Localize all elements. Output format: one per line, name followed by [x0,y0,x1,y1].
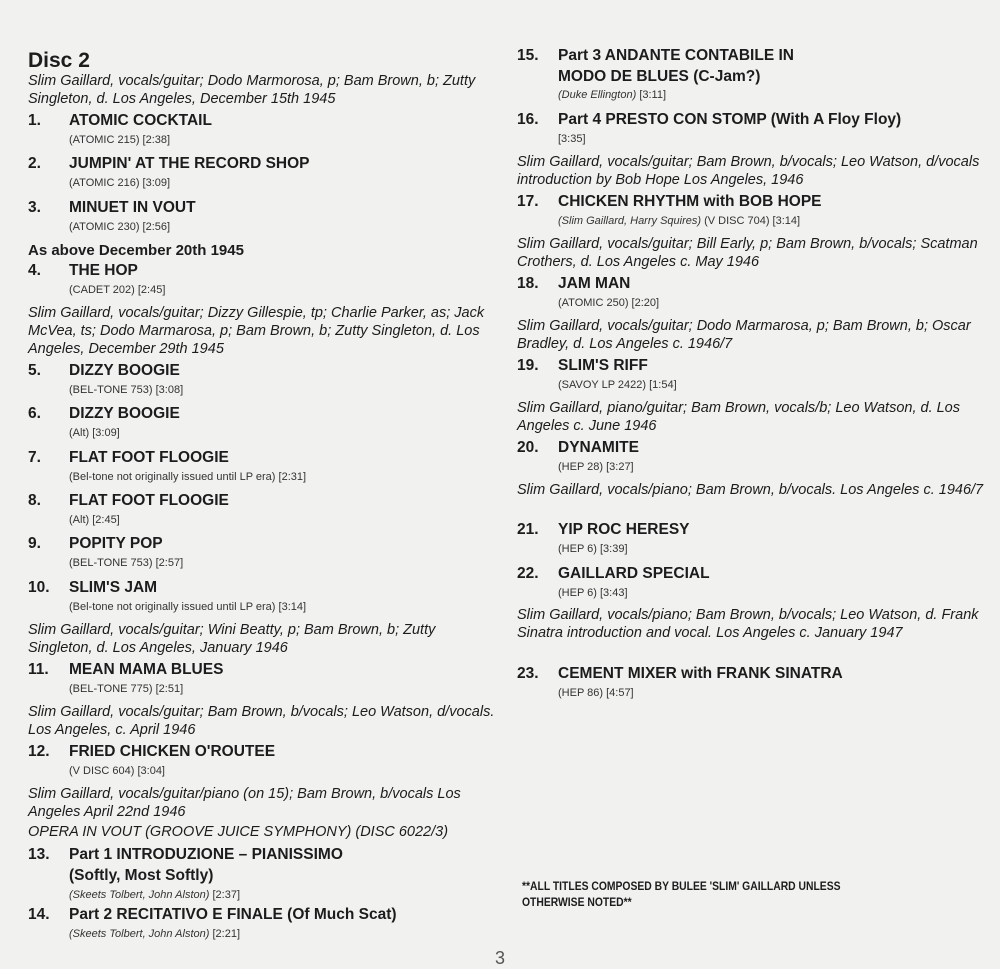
track-info: (CADET 202) [2:45] [69,284,166,296]
track-title: THE HOP [69,262,138,279]
track-info: (BEL-TONE 753) [2:57] [69,557,184,569]
track-number: 18. [517,275,539,292]
track-title: DIZZY BOOGIE [69,362,180,379]
track-title: GAILLARD SPECIAL [558,565,710,582]
track-duration: [2:37] [209,889,240,901]
session-info: Slim Gaillard, vocals/guitar; Bam Brown, b/vocals; Leo Watson, d/vocals introduction by Bob Hope Los Angeles, 1946 [517,154,980,188]
track-title: CHICKEN RHYTHM with BOB HOPE [558,193,822,210]
track-number: 2. [28,155,41,172]
work-title: OPERA IN VOUT (GROOVE JUICE SYMPHONY) (DISC 6022/3) [28,824,449,840]
track-title: ATOMIC COCKTAIL [69,112,212,129]
track-number: 1. [28,112,41,129]
track-number: 12. [28,743,50,760]
track-info: (ATOMIC 216) [3:09] [69,177,171,189]
track-number: 20. [517,439,539,456]
track-info: (HEP 6) [3:43] [558,587,628,599]
track-title: SLIM'S RIFF [558,357,648,374]
track-info: (ATOMIC 215) [2:38] [69,134,171,146]
track-number: 19. [517,357,539,374]
track-info: (HEP 6) [3:39] [558,543,628,555]
track-info: (BEL-TONE 753) [3:08] [69,384,184,396]
track-title: Part 2 RECITATIVO E FINALE (Of Much Scat) [69,906,397,923]
track-info: (V DISC 604) [3:04] [69,765,165,777]
track-title: DYNAMITE [558,439,639,456]
track-number: 6. [28,405,41,422]
track-title: JUMPIN' AT THE RECORD SHOP [69,155,310,172]
track-title: FRIED CHICKEN O'ROUTEE [69,743,276,760]
track-credit: (Slim Gaillard, Harry Squires) [558,215,702,227]
track-title-line2: MODO DE BLUES (C-Jam?) [558,68,761,85]
track-info: (HEP 28) [3:27] [558,461,634,473]
track-title-line2: (Softly, Most Softly) [69,867,214,884]
track-info: [3:35] [558,133,586,145]
session-info: Slim Gaillard, vocals/guitar; Dodo Marmorosa, p; Bam Brown, b; Zutty Singleton, d. Los Angeles, December 15th 1945 [28,73,476,107]
track-info: (Alt) [2:45] [69,514,120,526]
track-info: (Alt) [3:09] [69,427,120,439]
track-title: Part 1 INTRODUZIONE – PIANISSIMO [69,846,343,863]
track-number: 5. [28,362,41,379]
track-title: SLIM'S JAM [69,579,158,596]
track-title: Part 4 PRESTO CON STOMP (With A Floy Floy) [558,111,902,128]
track-info: (BEL-TONE 775) [2:51] [69,683,184,695]
track-number: 9. [28,535,41,552]
track-info [69,888,498,902]
session-info: Slim Gaillard, vocals/guitar; Wini Beatty, p; Bam Brown, b; Zutty Singleton, d. Los Angeles, January 1946 [28,622,436,656]
session-info: Slim Gaillard, vocals/guitar; Dodo Marmarosa, p; Bam Brown, b; Oscar Bradley, d. Los Angeles c. 1946/7 [517,318,971,352]
track-number: 11. [28,661,49,678]
track-info: (ATOMIC 250) [2:20] [558,297,660,309]
track-number: 14. [28,906,50,923]
track-title: FLAT FOOT FLOOGIE [69,492,229,509]
track-duration: [2:21] [209,928,240,940]
track-info: (Bel-tone not originally issued until LP era) [3:14] [69,601,307,613]
track-number: 23. [517,665,539,682]
track-title: MEAN MAMA BLUES [69,661,224,678]
track-number: 16. [517,111,539,128]
track-info: (SAVOY LP 2422) [1:54] [558,379,677,391]
session-info: Slim Gaillard, vocals/piano; Bam Brown, b/vocals. Los Angeles c. 1946/7 [517,482,984,498]
track-title: Part 3 ANDANTE CONTABILE IN [558,47,794,64]
page-number: 3 [494,948,505,968]
track-number: 17. [517,193,539,210]
track-info: (ATOMIC 230) [2:56] [69,221,171,233]
track-number: 7. [28,449,41,466]
session-subhead: As above December 20th 1945 [28,242,244,259]
disc-title: Disc 2 [28,49,90,72]
track-title: POPITY POP [69,535,163,552]
session-info: Slim Gaillard, vocals/piano; Bam Brown, b/vocals; Leo Watson, d. Frank Sinatra introduction and vocal. Los Angeles c. January 1947 [517,607,979,641]
track-number: 8. [28,492,41,509]
session-info: Slim Gaillard, vocals/guitar; Bill Early, p; Bam Brown, b/vocals; Scatman Crothers, d. Los Angeles c. May 1946 [517,236,978,270]
track-info [558,214,987,228]
track-title: JAM MAN [558,275,631,292]
track-number: 4. [28,262,41,279]
track-credit: (Skeets Tolbert, John Alston) [69,928,210,940]
track-number: 21. [517,521,539,538]
track-title: YIP ROC HERESY [558,521,690,538]
session-info: Slim Gaillard, piano/guitar; Bam Brown, vocals/b; Leo Watson, d. Los Angeles c. June 1946 [517,400,961,434]
track-info [69,927,498,941]
track-info: (Bel-tone not originally issued until LP era) [2:31] [69,471,307,483]
track-number: 15. [517,47,539,64]
session-info: Slim Gaillard, vocals/guitar/piano (on 15); Bam Brown, b/vocals Los Angeles April 22nd 1946 [28,786,461,820]
track-title: CEMENT MIXER with FRANK SINATRA [558,665,843,682]
composer-note: **ALL TITLES COMPOSED BY BULEE 'SLIM' GAILLARD UNLESS OTHERWISE NOTED** [522,881,841,909]
track-info [558,88,987,102]
track-duration: (V DISC 704) [3:14] [701,215,801,227]
track-number: 22. [517,565,539,582]
track-info: (HEP 86) [4:57] [558,687,634,699]
session-info: Slim Gaillard, vocals/guitar; Dizzy Gillespie, tp; Charlie Parker, as; Jack McVea, ts; Dodo Marmarosa, p; Bam Brown, b; Zutty Singleton, d. Los Angeles, December 29th 1945 [28,305,485,357]
track-title: FLAT FOOT FLOOGIE [69,449,229,466]
track-credit: (Skeets Tolbert, John Alston) [69,889,210,901]
track-title: MINUET IN VOUT [69,199,196,216]
track-duration: [3:11] [636,89,667,101]
track-number: 10. [28,579,50,596]
track-credit: (Duke Ellington) [558,89,637,101]
track-number: 13. [28,846,50,863]
track-title: DIZZY BOOGIE [69,405,180,422]
track-number: 3. [28,199,41,216]
session-info: Slim Gaillard, vocals/guitar; Bam Brown, b/vocals; Leo Watson, d/vocals. Los Angeles, c. April 1946 [28,704,495,738]
